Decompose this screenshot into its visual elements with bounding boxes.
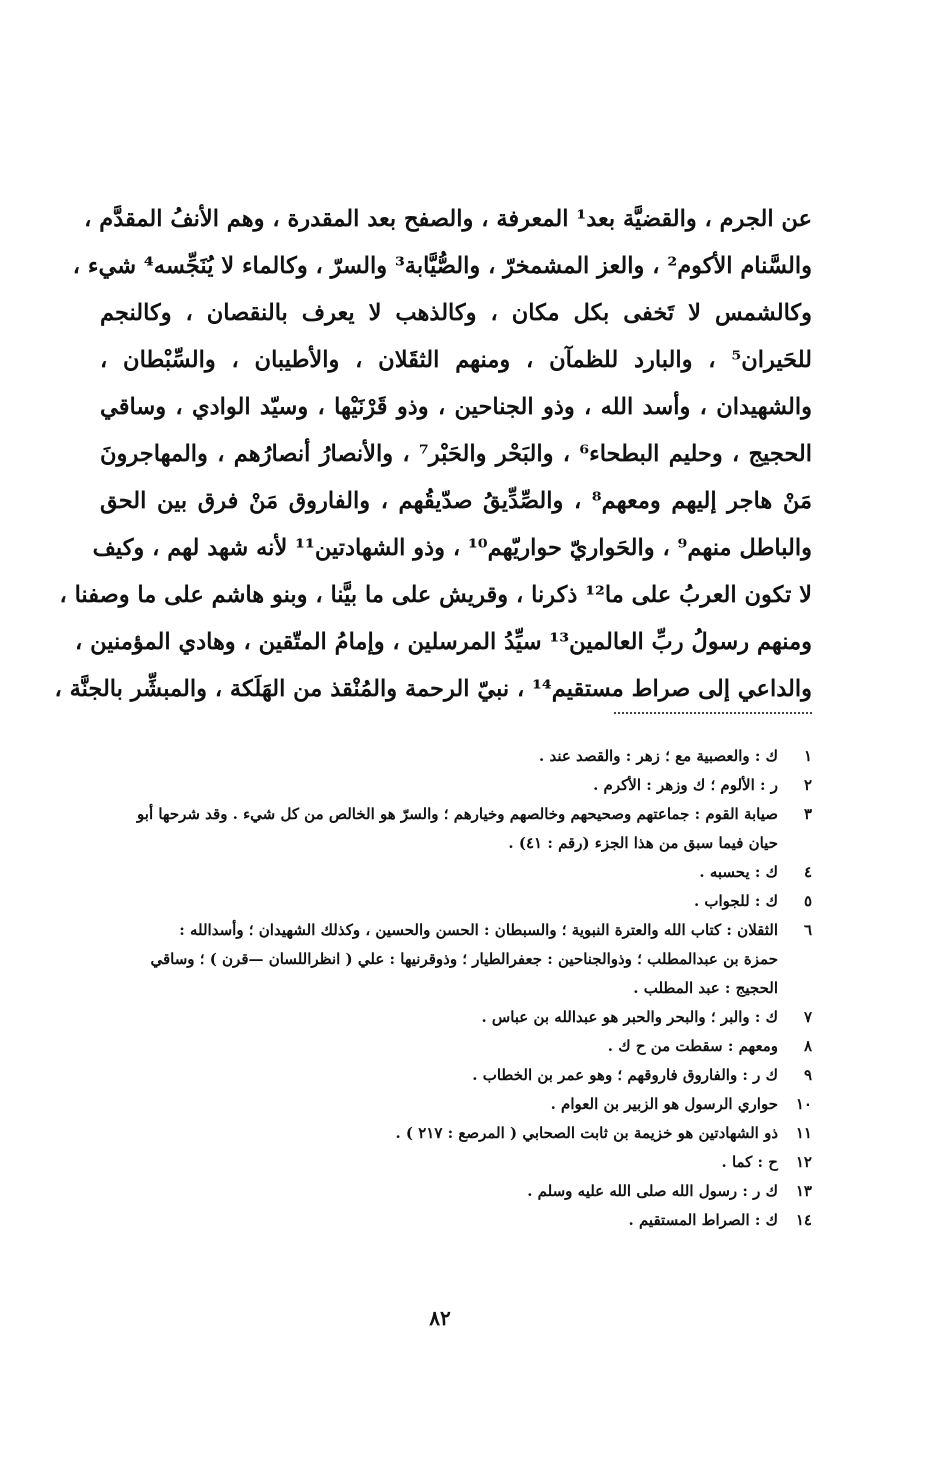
footnote-number: ٤ <box>803 863 812 881</box>
footnote-line <box>110 916 812 945</box>
text-line: لا تكون العربُ على ما¹² ذكرنا ، وقريش على ما بيَّنا ، وبنو هاشم على ما وصفنا ، <box>59 582 812 608</box>
footnote-line <box>110 945 812 974</box>
footnote-line <box>110 1119 812 1148</box>
footnote-number: ٧ <box>803 1008 812 1026</box>
footnote-line <box>110 742 812 771</box>
text-line: عن الجرم ، والقضيَّة بعد¹ المعرفة ، والصفح بعد المقدرة ، وهم الأنفُ المقدَّم ، <box>84 206 812 232</box>
footnote-text: حواري الرسول هو الزبير بن العوام . <box>550 1095 778 1113</box>
footnote-text: ك : والبر ؛ والبحر والحبر هو عبدالله بن عباس . <box>481 1008 778 1026</box>
footnote-number: ١٠ <box>795 1095 812 1113</box>
page-number: ٨٢ <box>429 1306 451 1330</box>
footnote-separator <box>614 712 812 714</box>
text-line: ومنهم رسولُ ربِّ العالمين¹³ سيِّدُ المرسلين ، وإمامُ المتّقين ، وهادي المؤمنين ، <box>75 629 812 655</box>
footnote-text: ك ر : والفاروق فاروقهم ؛ وهو عمر بن الخطاب . <box>472 1066 778 1084</box>
text-line: والسَّنام الأكوم² ، والعز المشمخرّ ، والصُّيَّابة³ والسرّ ، وكالماء لا يُنَجِّسه⁴ شيء ، <box>72 253 812 279</box>
footnote-number: ١٤ <box>795 1211 812 1229</box>
footnote-line <box>110 1090 812 1119</box>
footnote-line <box>110 1032 812 1061</box>
footnote-line <box>110 1148 812 1177</box>
footnote-line <box>110 887 812 916</box>
footnote-text: ك ر : رسول الله صلى الله عليه وسلم . <box>527 1182 778 1200</box>
text-line: والباطل منهم⁹ ، والحَواريّ حواريّهم¹⁰ ، وذو الشهادتين¹¹ لأنه شهد لهم ، وكيف <box>92 535 812 561</box>
footnote-number: ١١ <box>795 1124 812 1142</box>
footnote-number: ٦ <box>803 921 812 939</box>
footnote-number: ٨ <box>803 1037 812 1055</box>
footnote-text: صيابة القوم : جماعتهم وصحيحهم وخالصهم وخيارهم ؛ والسرّ هو الخالص من كل شيء . وقد شرحها أبو <box>137 805 778 823</box>
footnote-text: ك : للجواب . <box>693 892 778 910</box>
body-text <box>54 196 813 713</box>
footnote-line <box>110 1003 812 1032</box>
text-line: للحَيران⁵ ، والبارد للظمآن ، ومنهم الثقَلان ، والأطيبان ، والسِّبْطان ، <box>100 347 812 373</box>
footnote-line <box>110 858 812 887</box>
footnote-number: ٥ <box>803 892 812 910</box>
footnote-line <box>110 1061 812 1090</box>
text-line: مَنْ هاجر إليهم ومعهم⁸ ، والصِّدِّيقُ صدّيقُهم ، والفاروق مَنْ فرق بين الحق <box>100 488 812 514</box>
footnote-text: ك : والعصبية مع ؛ زهر : والقصد عند . <box>539 747 778 765</box>
footnote-text: ومعهم : سقطت من ح ك . <box>607 1037 778 1055</box>
footnote-text: ح : كما . <box>721 1153 778 1171</box>
footnote-text: ر : الألوم ؛ ك وزهر : الأكرم . <box>593 776 778 794</box>
footnote-text: حمزة بن عبدالمطلب ؛ وذوالجناحين : جعفرالطيار ؛ وذوقرنيها : علي ( انظراللسان —قرن ) ؛ وساقي <box>150 950 778 968</box>
footnote-line <box>110 771 812 800</box>
footnote-number: ٣ <box>803 805 812 823</box>
footnote-text: الثقلان : كتاب الله والعترة النبوية ؛ والسبطان : الحسن والحسين ، وكذلك الشهيدان ؛ وأسدالله : <box>179 921 778 939</box>
footnote-line <box>110 829 812 858</box>
text-line: والداعي إلى صراط مستقيم¹⁴ ، نبيّ الرحمة والمُنْقذ من الهَلَكة ، والمبشِّر بالجنَّة ، <box>54 676 812 702</box>
footnotes <box>110 742 812 1235</box>
footnote-line <box>110 1206 812 1235</box>
footnote-text: ك : الصراط المستقيم . <box>628 1211 778 1229</box>
text-line: وكالشمس لا تَخفى بكل مكان ، وكالذهب لا يعرف بالنقصان ، وكالنجم <box>100 300 812 326</box>
text-line: الحجيج ، وحليم البطحاء⁶ ، والبَحْر والحَبْر⁷ ، والأنصارُ أنصارُهم ، والمهاجرونَ <box>100 441 813 467</box>
footnote-number: ١ <box>803 747 812 765</box>
footnote-line <box>110 800 812 829</box>
footnote-text: الحجيج : عبد المطلب . <box>633 979 778 997</box>
footnote-number: ٩ <box>803 1066 812 1084</box>
footnote-text: ك : يحسبه . <box>699 863 778 881</box>
footnote-line <box>110 1177 812 1206</box>
footnote-number: ٢ <box>803 776 812 794</box>
footnote-text: ذو الشهادتين هو خزيمة بن ثابت الصحابي ( المرصع : ٢١٧ ) . <box>395 1124 778 1142</box>
footnote-text: حيان فيما سبق من هذا الجزء (رقم : ٤١) . <box>508 834 778 852</box>
text-line: والشهيدان ، وأسد الله ، وذو الجناحين ، وذو قَرْنَيْها ، وسيّد الوادي ، وساقي <box>100 394 812 420</box>
footnote-number: ١٣ <box>795 1182 812 1200</box>
footnote-number: ١٢ <box>795 1153 812 1171</box>
footnote-line <box>110 974 812 1003</box>
